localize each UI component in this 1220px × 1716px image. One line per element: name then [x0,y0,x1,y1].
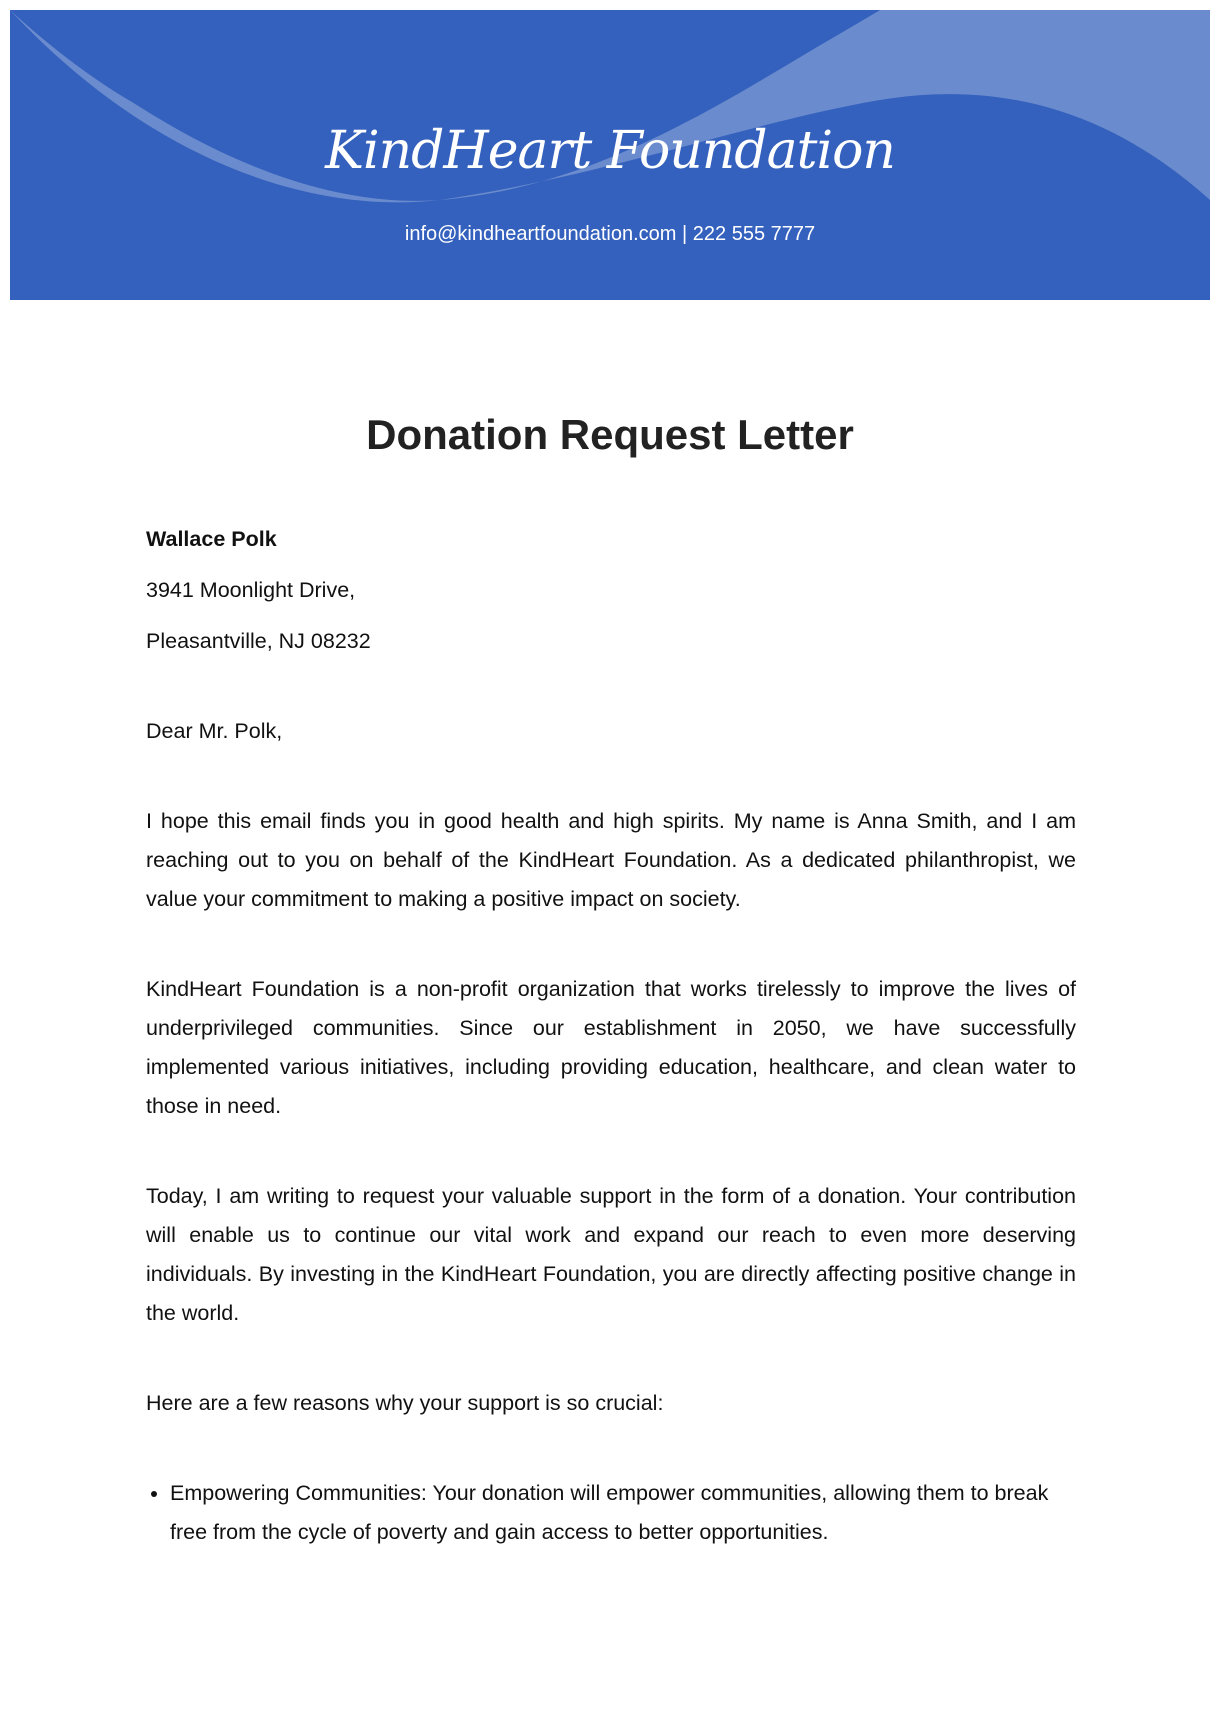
organization-logo: KindHeart Foundation [325,121,895,181]
salutation: Dear Mr. Polk, [146,719,283,743]
paragraph-about: KindHeart Foundation is a non-profit organization that works tirelessly to improve the lives of underprivileged communities. Since our establishment in 2050, we have successfully implemented various initiatives, including providing education, healthcare, and clean water to those in need. [146,977,1076,1118]
paragraph-intro: I hope this email finds you in good health and high spirits. My name is Anna Smith, and I am reaching out to you on behalf of the KindHeart Foundation. As a dedicated philanthropist, we value your commitment to making a positive impact on society. [146,809,1076,911]
letter-body [146,520,1076,1552]
letterhead-banner [10,10,1210,300]
reasons-intro: Here are a few reasons why your support is so crucial: [146,1391,664,1415]
recipient-name: Wallace Polk [146,527,277,551]
list-item: • Empowering Communities: Your donation will empower communities, allowing them to break free from the cycle of poverty and gain access to better opportunities. [170,1474,1076,1552]
recipient-address-line2: Pleasantville, NJ 08232 [146,629,371,653]
recipient-address-line1: 3941 Moonlight Drive, [146,578,356,602]
reasons-list [146,1474,1076,1552]
contact-info: info@kindheartfoundation.com | 222 555 7777 [404,223,816,245]
letter-title: Donation Request Letter [366,411,854,458]
paragraph-request: Today, I am writing to request your valuable support in the form of a donation. Your contribution will enable us to continue our vital work and expand our reach to even more deserving individuals. By investing in the KindHeart Foundation, you are directly affecting positive change in the world. [146,1184,1076,1325]
